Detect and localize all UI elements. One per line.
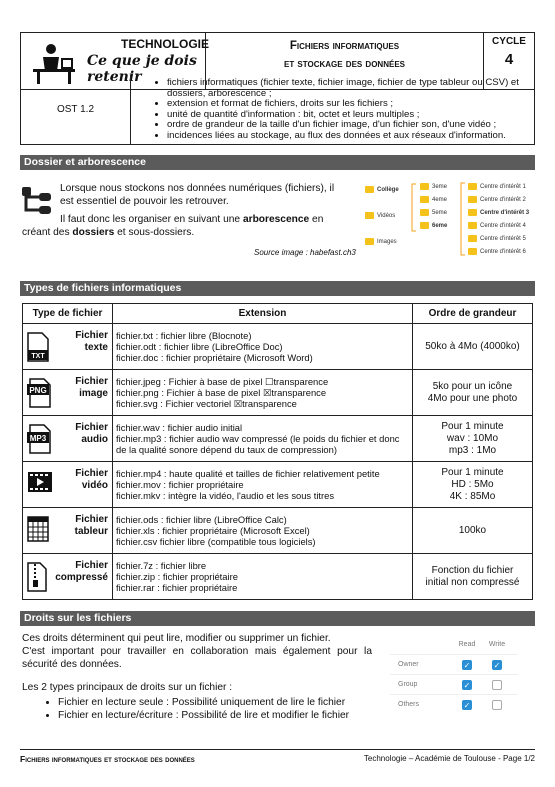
section-heading-types: Types de fichiers informatiques [20,281,535,296]
ext-line: fichier.mkv : intègre la vidéo, l'audio et les sous titres [116,490,335,501]
zip-icon [27,562,47,592]
p2-part: en créant des [22,214,324,238]
cycle-label: CYCLE [492,36,526,47]
tree-item: Centre d'intérêt 6 [480,249,526,256]
rights-list [58,697,398,722]
table-row [23,462,533,508]
tree-item: 3eme [432,184,448,191]
table-row [23,370,533,416]
size-line: 5ko pour un icône [432,380,513,392]
ext-cell [113,554,413,600]
tree-brackets [410,181,470,259]
col-header: Ordre de grandeur [413,304,533,324]
size-line: Pour 1 minute [441,420,504,432]
folder-icon [365,212,374,219]
ext-line: fichier.mp4 : haute qualité et tailles de fichier relativement petite [116,468,380,479]
p2-part: et sous-dossiers. [114,226,195,238]
type-l2: image [79,388,108,399]
ext-line: fichier.mov : fichier propriétaire [116,479,244,490]
write-checkbox[interactable] [492,700,502,710]
perm-row-label: Owner [398,661,419,668]
size-cell [413,462,533,508]
perm-col-read: Read [458,640,476,648]
size-line: Fonction du fichier [431,564,514,576]
size-line: 100ko [458,524,487,536]
ost-code: OST 1.2 [21,75,131,144]
type-cell [23,324,113,370]
footer-right: Technologie – Académie de Toulouse - Page 1/2 [363,754,535,763]
p2-bold: dossiers [72,226,115,238]
size-line: 50ko à 4Mo (4000ko) [425,340,520,352]
ost-item: • unité de quantité d'information : bit, octet et leurs multiples ; [167,110,528,121]
header-subtitle: Ce que je dois retenir [87,53,197,85]
size-line: wav : 10Mo [446,432,499,444]
type-l2: vidéo [81,480,108,491]
tree-item: Images [377,239,397,246]
p2-part: Il faut donc les organiser en suivant une [60,214,243,225]
folders-paragraph-1: Lorsque nous stockons nos données numériques (fichiers), il est essentiel de pouvoir les retrouver. [60,183,335,207]
type-cell [23,416,113,462]
table-row [23,324,533,370]
ext-line: fichier.jpeg : Fichier à base de pixel ☐transparence [116,376,329,387]
footer-left: Fichiers informatiques et stockage des données [20,754,195,764]
type-l2: audio [81,434,108,445]
type-l2: compressé [55,572,108,583]
table-row [23,416,533,462]
size-line: Pour 1 minute [441,466,504,478]
rights-paragraph-1: Ces droits déterminent qui peut lire, modifier ou supprimer un fichier. [22,633,331,644]
tree-item: Centre d'intérêt 2 [480,197,526,204]
size-line: initial non compressé [425,576,520,588]
type-cell [23,370,113,416]
type-l1: Fichier [75,422,108,433]
footer [20,749,535,764]
rights-bullet: • Fichier en lecture/écriture : Possibilité de lire et modifier le fichier [58,710,398,723]
ext-cell [113,370,413,416]
perm-row-label: Group [398,681,418,688]
ost-box [20,75,535,145]
permissions-header [390,634,518,654]
col-header: Type de fichier [23,304,113,324]
tree-item: Vidéos [377,213,396,220]
type-l1: Fichier [75,514,108,525]
type-l2: texte [84,342,108,353]
size-line: HD : 5Mo [451,478,494,490]
doc-title-line1: Fichiers informatiques [289,40,400,52]
rights-paragraph-3: Les 2 types principaux de droits sur un fichier : [22,682,233,693]
ext-line: fichier.txt : fichier libre (Blocnote) [116,330,252,341]
ost-item: • ordre de grandeur de la taille d'un fichier image, d'un fichier son, d'une vidéo ; [167,120,528,131]
ext-cell [113,462,413,508]
size-cell [413,324,533,370]
tree-item: Centre d'intérêt 5 [480,236,526,243]
col-header: Extension [113,304,413,324]
read-checkbox[interactable]: ✓ [463,660,471,670]
ext-line: fichier.mp3 : fichier audio wav compressé (le poids du fichier et donc de la qualité sonore dépend du taux de compression) [116,433,400,455]
perm-row-label: Others [398,701,420,708]
type-cell [23,554,113,600]
cycle-number: 4 [504,51,514,68]
ext-line: fichier.svg : Fichier vectoriel ☒transparence [116,398,297,409]
rights-paragraph-2: C'est important pour travailler en collaboration mais également pour la sécurité des données. [22,646,372,670]
tree-item: 4eme [432,197,448,204]
ext-line: fichier.wav : fichier audio initial [116,422,243,433]
section-heading-rights: Droits sur les fichiers [20,611,535,626]
ext-line: fichier.doc : fichier propriétaire (Microsoft Word) [116,352,313,363]
type-l1: Fichier [75,560,108,571]
section-heading-folders: Dossier et arborescence [20,155,535,170]
doc-title-line2: et stockage des données [283,58,405,70]
size-line: mp3 : 1Mo [448,444,497,456]
write-checkbox[interactable]: ✓ [493,660,501,670]
tree-item: Centre d'intérêt 1 [480,184,526,191]
table-row [23,554,533,600]
ext-line: fichier.zip : fichier propriétaire [116,571,238,582]
txt-icon [27,332,49,362]
tree-structure-icon [22,187,52,217]
p2-bold: arborescence [242,214,310,225]
ext-line: fichier.png : Fichier à base de pixel ☒transparence [116,387,327,398]
tree-item: 5eme [432,210,448,217]
file-types-table [22,303,533,600]
perm-row [390,674,518,694]
size-line: 4Mo pour une photo [427,392,518,404]
ost-list [131,75,534,144]
size-line: 4K : 85Mo [449,490,496,502]
perm-row [390,654,518,674]
type-cell [23,462,113,508]
perm-row [390,694,518,714]
mp3-icon [27,424,51,454]
folder-icon [365,238,374,245]
table-row [23,508,533,554]
table-header-row [23,304,533,324]
icon-label: TXT [31,353,45,360]
rights-bullet: • Fichier en lecture seule : Possibilité uniquement de lire le fichier [58,697,398,710]
ost-item: • fichiers informatiques (fichier texte, fichier image, fichier de type tableur ou CSV) et dossiers, arborescence ; [167,78,528,99]
ext-line: fichier.rar : fichier propriétaire [116,582,238,593]
size-cell [413,416,533,462]
type-cell [23,508,113,554]
ost-item: • incidences liées au stockage, au flux des données et aux réseaux d'information. [167,131,528,142]
read-checkbox[interactable]: ✓ [463,700,471,710]
type-l2: tableur [74,526,108,537]
video-icon [27,470,53,494]
ext-line: fichier.7z : fichier libre [116,560,207,571]
permissions-panel [390,634,518,714]
ext-line: fichier.ods : fichier libre (LibreOffice Calc) [116,514,287,525]
size-cell [413,508,533,554]
header-title: TECHNOLOGIE [121,37,210,51]
write-checkbox[interactable] [492,680,502,690]
size-cell [413,554,533,600]
image-source: Source image : habefast.ch3 [254,248,356,257]
folder-icon [365,186,374,193]
tree-item: Centre d'intérêt 3 [480,210,530,217]
type-l1: Fichier [75,376,108,387]
ext-line: fichier.xls : fichier propriétaire (Microsoft Excel) [116,525,310,536]
tree-item: 6eme [432,223,448,230]
ext-cell [113,416,413,462]
perm-col-write: Write [488,640,506,648]
icon-label: PNG [29,386,47,395]
icon-label: MP3 [29,434,47,443]
read-checkbox[interactable]: ✓ [463,680,471,690]
png-icon [27,378,51,408]
folders-paragraph-2 [22,214,342,239]
tree-item: Centre d'intérêt 4 [480,223,526,230]
type-l1: Fichier [75,330,108,341]
ext-line: fichier.odt : fichier libre (LibreOffice Doc) [116,341,283,352]
type-l1: Fichier [75,468,108,479]
ext-line: fichier.csv fichier libre (compatible tous logiciels) [116,536,316,547]
ost-item: • extension et format de fichiers, droits sur les fichiers ; [167,99,528,110]
tree-root: Collège [377,187,399,194]
size-cell [413,370,533,416]
ext-cell [113,508,413,554]
ext-cell [113,324,413,370]
spreadsheet-icon [27,516,49,542]
